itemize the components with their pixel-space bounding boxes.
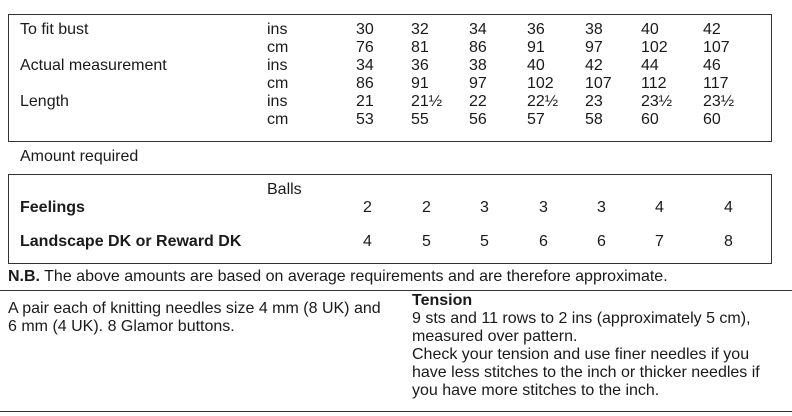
size-row-unit: cm (267, 75, 289, 92)
yarn-balls-cell: 4 (655, 199, 664, 216)
yarn-balls-cell: 8 (724, 233, 733, 250)
size-cell: 60 (703, 111, 721, 128)
size-cell: 58 (585, 111, 603, 128)
nb-text: The above amounts are based on average requirements and are therefore approximate. (40, 268, 668, 285)
size-cell: 23½ (641, 93, 673, 110)
size-cell: 32 (411, 21, 429, 38)
size-row-unit: ins (267, 21, 288, 38)
size-cell: 97 (469, 75, 487, 92)
size-row-unit: cm (267, 39, 289, 56)
tension-title: Tension (412, 292, 473, 309)
size-cell: 34 (469, 21, 487, 38)
size-row-unit: ins (267, 93, 288, 110)
size-cell: 23 (585, 93, 603, 110)
bottom-rule (0, 411, 792, 412)
size-cell: 34 (356, 57, 374, 74)
size-cell: 56 (469, 111, 487, 128)
yarn-balls-cell: 5 (480, 233, 489, 250)
size-cell: 112 (641, 75, 667, 92)
size-cell: 97 (585, 39, 603, 56)
size-cell: 107 (585, 75, 612, 92)
size-cell: 102 (527, 75, 554, 92)
size-cell: 40 (641, 21, 659, 38)
size-cell: 21 (356, 93, 374, 110)
size-row-unit: ins (267, 57, 288, 74)
tension-line1: 9 sts and 11 rows to 2 ins (approximately 5 cm), measured over pattern. (412, 310, 751, 345)
sizes-table (8, 14, 772, 142)
size-cell: 55 (411, 111, 429, 128)
yarn-name: Landscape DK or Reward DK (20, 233, 242, 250)
yarn-balls-cell: 7 (655, 233, 664, 250)
size-cell: 21½ (411, 93, 443, 110)
yarn-balls-cell: 6 (539, 233, 548, 250)
size-cell: 60 (641, 111, 659, 128)
size-row-label: Actual measurement (20, 57, 167, 74)
yarn-table (8, 174, 772, 264)
size-cell: 22½ (527, 93, 559, 110)
size-cell: 76 (356, 39, 374, 56)
amount-required-label: Amount required (20, 148, 139, 165)
size-cell: 42 (585, 57, 603, 74)
yarn-balls-cell: 3 (480, 199, 489, 216)
size-cell: 30 (356, 21, 374, 38)
size-cell: 23½ (703, 93, 735, 110)
yarn-balls-cell: 2 (363, 199, 372, 216)
size-row-unit: cm (267, 111, 289, 128)
tension-section (412, 292, 788, 400)
size-cell: 107 (703, 39, 730, 56)
yarn-balls-cell: 4 (363, 233, 372, 250)
size-cell: 91 (527, 39, 545, 56)
size-cell: 36 (527, 21, 545, 38)
nb-prefix: N.B. (8, 268, 40, 285)
yarn-name: Feelings (20, 199, 85, 216)
yarn-balls-cell: 3 (539, 199, 548, 216)
size-row-label: To fit bust (20, 21, 89, 38)
size-cell: 81 (411, 39, 429, 56)
size-cell: 40 (527, 57, 545, 74)
size-cell: 53 (356, 111, 374, 128)
size-cell: 102 (641, 39, 668, 56)
yarn-balls-cell: 6 (597, 233, 606, 250)
size-cell: 38 (585, 21, 603, 38)
size-cell: 22 (469, 93, 487, 110)
size-cell: 86 (356, 75, 374, 92)
size-cell: 86 (469, 39, 487, 56)
size-cell: 57 (527, 111, 545, 128)
size-cell: 46 (703, 57, 721, 74)
size-cell: 42 (703, 21, 721, 38)
yarn-balls-cell: 2 (422, 199, 431, 216)
size-cell: 91 (411, 75, 429, 92)
yarn-balls-cell: 4 (724, 199, 733, 216)
size-cell: 38 (469, 57, 487, 74)
size-cell: 44 (641, 57, 659, 74)
yarn-balls-cell: 3 (597, 199, 606, 216)
size-cell: 117 (703, 75, 729, 92)
size-cell: 36 (411, 57, 429, 74)
nb-note (8, 268, 668, 286)
divider (0, 290, 792, 291)
size-row-label: Length (20, 93, 69, 110)
yarn-balls-cell: 5 (422, 233, 431, 250)
needles-text: A pair each of knitting needles size 4 mm (8 UK) and 6 mm (4 UK). 8 Glamor buttons. (8, 300, 381, 335)
balls-label: Balls (267, 181, 302, 198)
tension-line2: Check your tension and use finer needles if you have less stitches to the inch or thicker needles if you have more stitches to the inch. (412, 346, 760, 399)
